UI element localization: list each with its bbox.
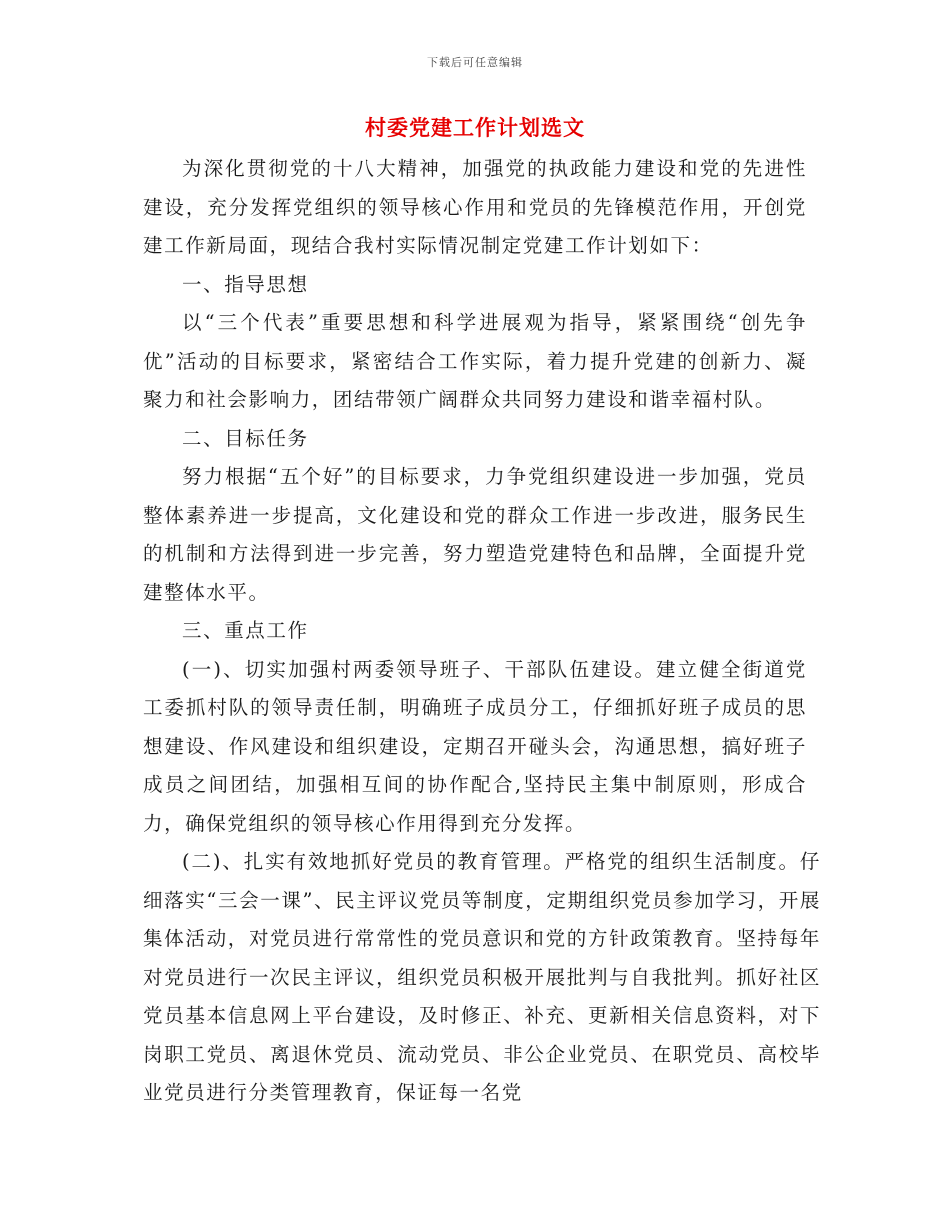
guiding-ideology-paragraph: 以“三个代表”重要思想和科学进展观为指导，紧紧围绕“创先争优”活动的目标要求，紧密结合工作实际，着力提升党建的创新力、凝聚力和社会影响力，团结带领广阔群众共同努力建设和谐幸福村队。 [143,311,807,411]
key-work-item-2: (二)、扎实有效地抓好党员的教育管理。严格党的组织生活制度。仔细落实“三会一课”、民主评议党员等制度，定期组织党员参加学习，开展集体活动，对党员进行常常性的党员意识和党的方针政策教育。坚持每年对党员进行一次民主评议，组织党员积极开展批判与自我批判。抓好社区党员基本信息网上平台建设，及时修正、补充、更新相关信息资料，对下岗职工党员、离退休党员、流动党员、非公企业党员、在职党员、高校毕业党员进行分类管理教育，保证每一名党 [143,850,821,1104]
document-title: 村委党建工作计划选文 [365,115,585,140]
goals-paragraph: 努力根据“五个好”的目标要求，力争党组织建设进一步加强，党员整体素养进一步提高，文化建设和党的群众工作进一步改进，服务民生的机制和方法得到进一步完善，努力塑造党建特色和品牌，全面提升党建整体水平。 [143,465,807,604]
document-body [143,150,821,1113]
section-heading-key-work: 三、重点工作 [182,619,309,642]
intro-paragraph: 为深化贯彻党的十八大精神，加强党的执政能力建设和党的先进性建设，充分发挥党组织的领导核心作用和党员的先锋模范作用，开创党建工作新局面，现结合我村实际情况制定党建工作计划如下： [143,157,807,257]
key-work-item-1: (一)、切实加强村两委领导班子、干部队伍建设。建立健全街道党工委抓村队的领导责任制，明确班子成员分工，仔细抓好班子成员的思想建设、作风建设和组织建设，定期召开碰头会，沟通思想，搞好班子成员之间团结，加强相互间的协作配合,坚持民主集中制原则，形成合力，确保党组织的领导核心作用得到充分发挥。 [143,657,807,835]
section-heading-goals: 二、目标任务 [182,426,309,450]
header-note: 下载后可任意编辑 [427,56,523,69]
section-heading-guiding-ideology: 一、指导思想 [182,272,309,296]
